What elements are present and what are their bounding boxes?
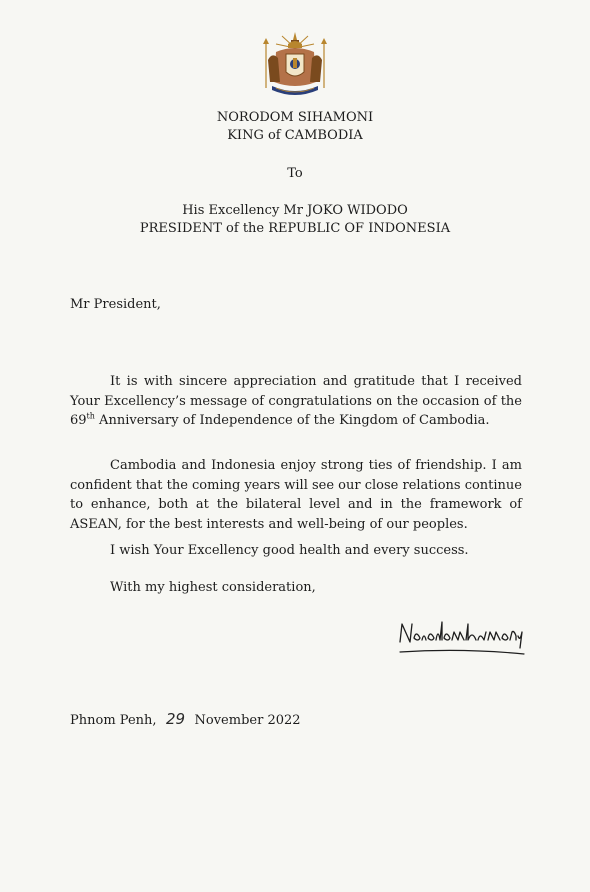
sender-title: KING of CAMBODIA (227, 128, 363, 143)
salutation: Mr President, (70, 297, 161, 312)
ordinal-suffix: th (86, 411, 95, 421)
royal-arms-emblem-icon (262, 30, 328, 100)
closing: With my highest consideration, (110, 580, 316, 595)
to-label: To (287, 166, 303, 181)
paragraph-1 (70, 372, 522, 431)
handwritten-signature-icon (396, 612, 528, 660)
paragraph-1-text-a: It is with sincere appreciation and gratitude that I received Your Excellency’s message of congratulations on the occasion of the 69 (70, 374, 522, 429)
place: Phnom Penh, (70, 713, 157, 728)
handwritten-day: 29 (165, 710, 186, 728)
paragraph-1-text-b: Anniversary of Independence of the Kingdom of Cambodia. (94, 413, 490, 429)
recipient-title: PRESIDENT of the REPUBLIC OF INDONESIA (139, 221, 451, 236)
month-year: November 2022 (194, 713, 301, 728)
paragraph-2: Cambodia and Indonesia enjoy strong ties of friendship. I am confident that the coming years will see our close relations continue to enhance, both at the bilateral level and in the framework of ASEAN, for the best interests and well-being of our peoples. (70, 458, 522, 532)
place-and-date (70, 710, 301, 728)
recipient-name: His Excellency Mr JOKO WIDODO (182, 203, 408, 218)
paragraph-3: I wish Your Excellency good health and every success. (110, 543, 469, 558)
sender-name: NORODOM SIHAMONI (216, 110, 374, 125)
